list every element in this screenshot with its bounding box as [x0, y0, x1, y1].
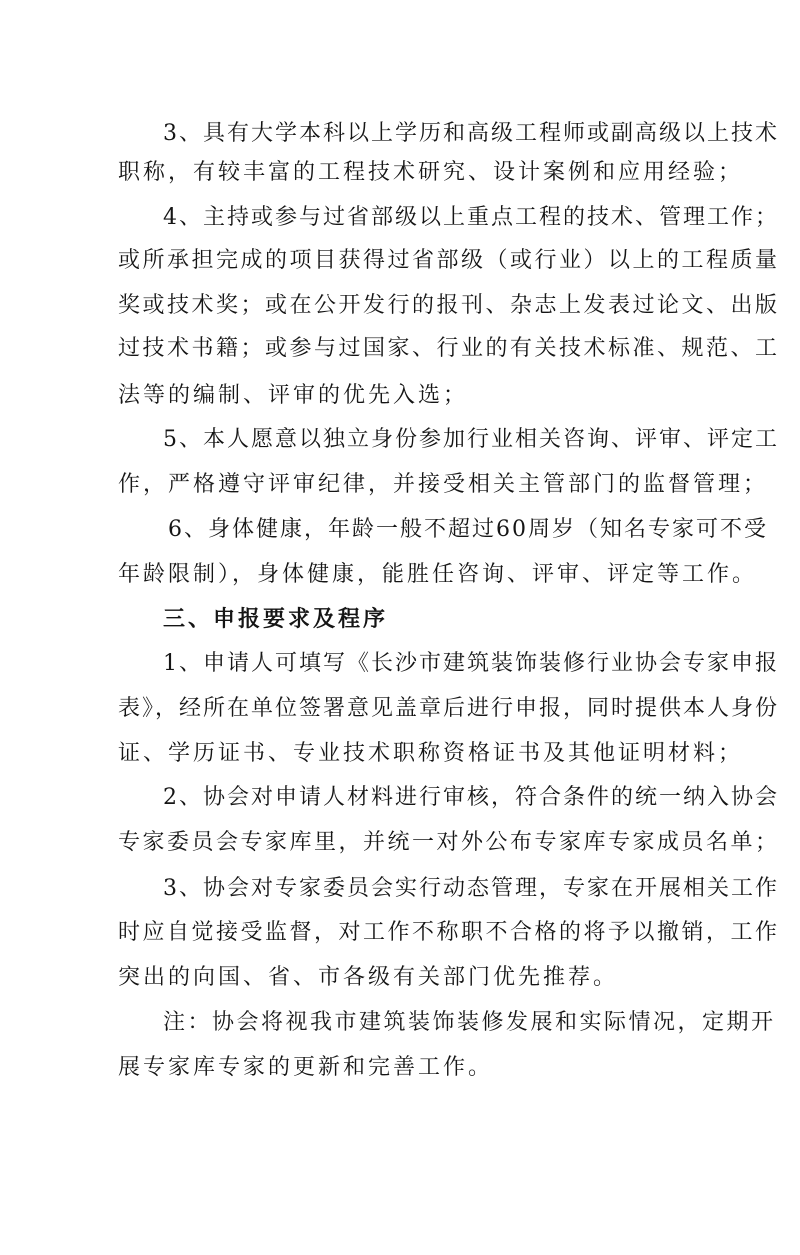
item-4-line-4: 过技术书籍；或参与过国家、行业的有关技术标准、规范、工: [118, 336, 780, 361]
item-4-line-2: 或所承担完成的项目获得过省部级（或行业）以上的工程质量: [118, 248, 780, 273]
section-heading: 三、申报要求及程序: [163, 607, 389, 632]
item-5-line-1: 5、本人愿意以独立身份参加行业相关咨询、评审、评定工: [163, 427, 779, 452]
proc-1-line-1: 1、申请人可填写《长沙市建筑装饰装修行业协会专家申报: [163, 651, 779, 676]
item-3-line-1: 3、具有大学本科以上学历和高级工程师或副高级以上技术: [163, 121, 779, 146]
note-line-2: 展专家库专家的更新和完善工作。: [118, 1055, 494, 1080]
proc-3-line-3: 突出的向国、省、市各级有关部门优先推荐。: [118, 965, 619, 990]
proc-2-line-2: 专家委员会专家库里，并统一对外公布专家库专家成员名单；: [118, 830, 780, 855]
proc-1-line-2: 表》，经所在单位签署意见盖章后进行申报，同时提供本人身份: [118, 696, 780, 721]
item-3-line-2: 职称，有较丰富的工程技术研究、设计案例和应用经验；: [118, 160, 744, 185]
note-line-1: 注：协会将视我市建筑装饰装修发展和实际情况，定期开: [163, 1010, 776, 1035]
item-4-line-5: 法等的编制、评审的优先入选；: [118, 383, 469, 408]
item-6-line-1: 6、身体健康，年龄一般不超过60周岁（知名专家可不受: [168, 517, 768, 542]
proc-3-line-1: 3、协会对专家委员会实行动态管理，专家在开展相关工作: [163, 876, 779, 901]
item-4-line-3: 奖或技术奖；或在公开发行的报刊、杂志上发表过论文、出版: [118, 293, 780, 318]
proc-2-line-1: 2、协会对申请人材料进行审核，符合条件的统一纳入协会: [163, 785, 779, 810]
item-6-line-2: 年龄限制），身体健康，能胜任咨询、评审、评定等工作。: [118, 562, 758, 587]
item-4-line-1: 4、主持或参与过省部级以上重点工程的技术、管理工作；: [163, 205, 779, 230]
item-5-line-2: 作，严格遵守评审纪律，并接受相关主管部门的监督管理；: [118, 472, 769, 497]
proc-3-line-2: 时应自觉接受监督，对工作不称职不合格的将予以撤销，工作: [118, 920, 780, 945]
proc-1-line-3: 证、学历证书、专业技术职称资格证书及其他证明材料；: [118, 741, 744, 766]
